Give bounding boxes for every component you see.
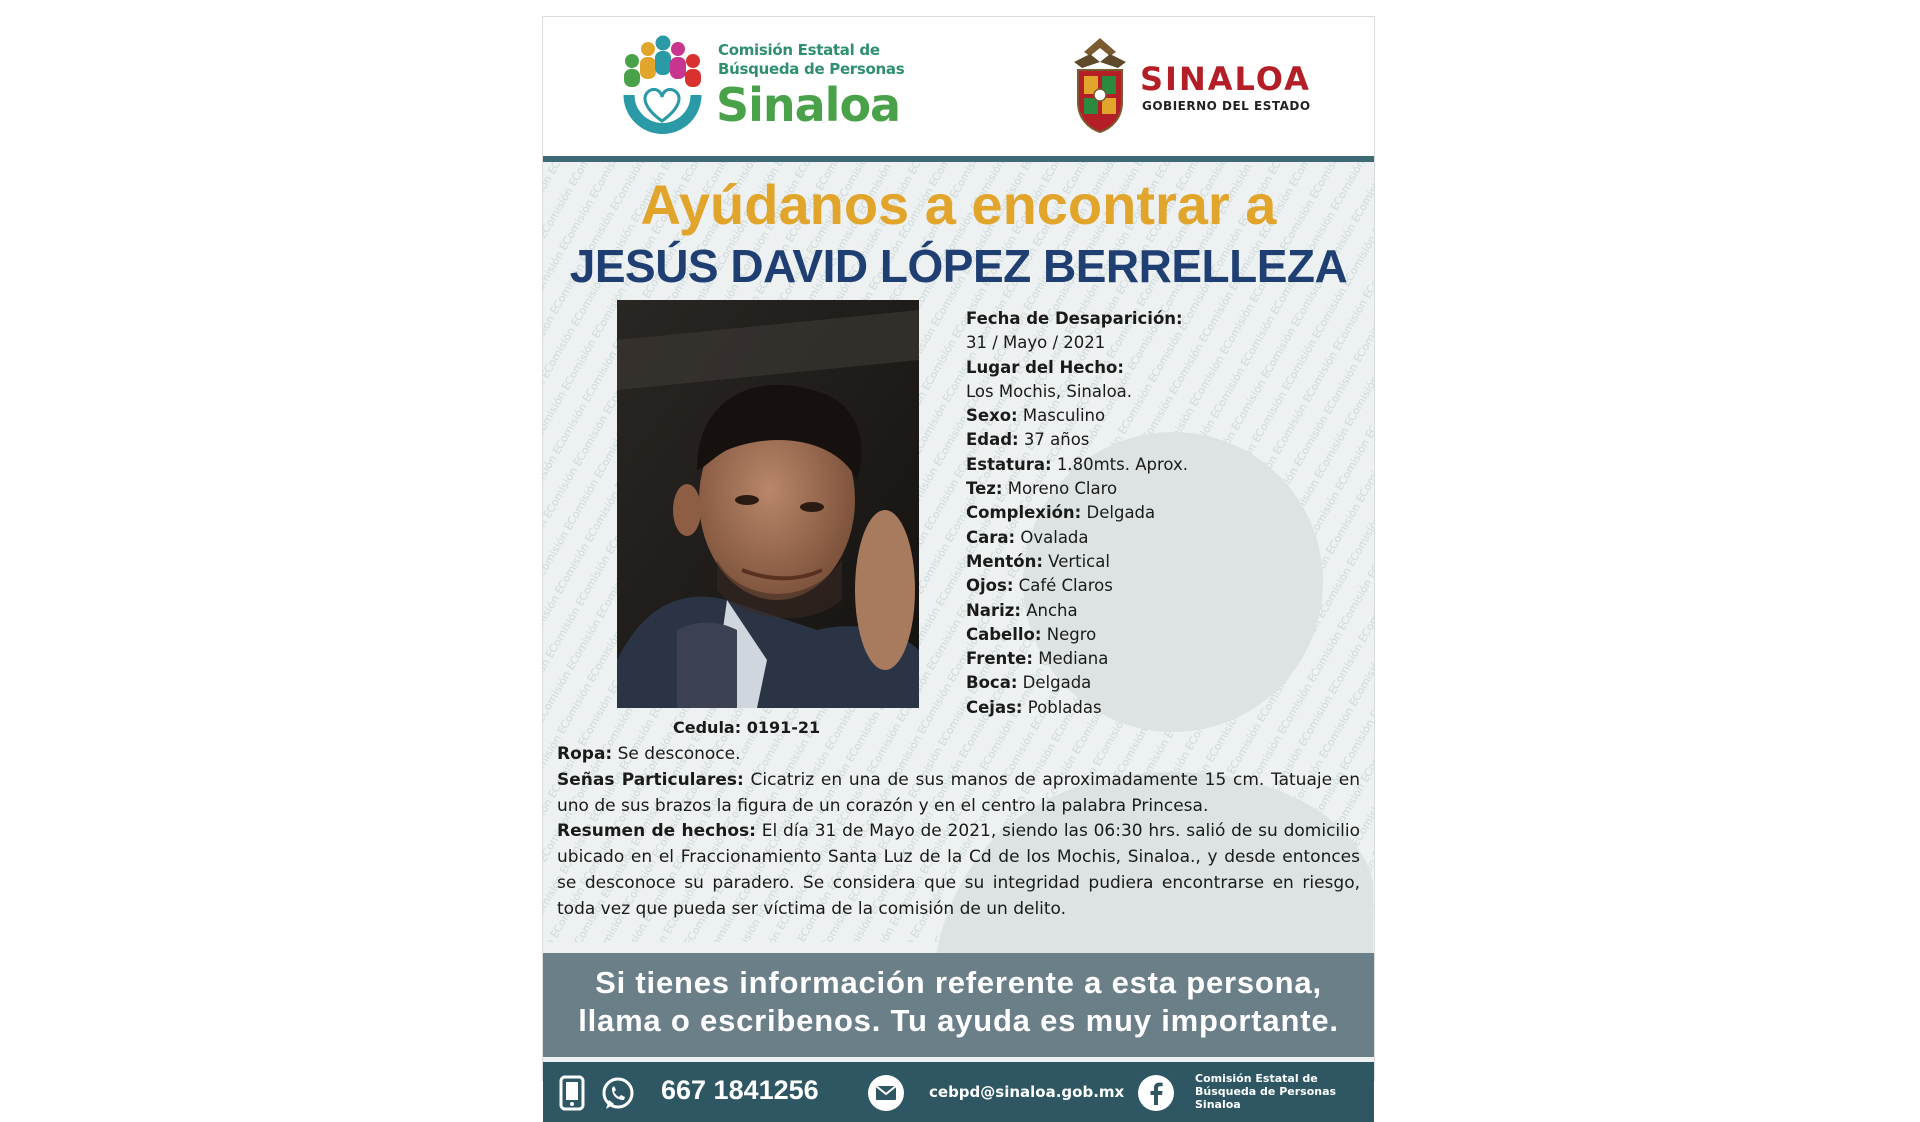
call-to-action-line1: Si tienes información referente a esta persona, (595, 965, 1322, 1000)
envelope-icon (867, 1074, 905, 1112)
facebook-page-name-line2[interactable]: Búsqueda de Personas (1195, 1085, 1337, 1098)
call-to-action-line2: llama o escribenos. Tu ayuda es muy importante. (578, 1003, 1339, 1038)
description-label: Boca: (966, 673, 1018, 693)
cebp-name-line3: Sinaloa (716, 78, 901, 132)
description-row (966, 550, 1346, 574)
description-value: Los Mochis, Sinaloa. (966, 381, 1133, 401)
description-row (966, 428, 1346, 452)
physical-description-list (966, 307, 1346, 720)
sinaloa-government-title: SINALOA (1140, 60, 1311, 98)
cebp-logo-icon (615, 33, 710, 147)
facebook-icon[interactable] (1137, 1074, 1175, 1112)
poster-header (543, 17, 1374, 162)
description-value: 1.80mts. Aprox. (1051, 454, 1189, 474)
cebp-name-line2: Búsqueda de Personas (718, 60, 905, 78)
contact-footer (543, 1062, 1374, 1122)
facebook-page-name-line1[interactable]: Comisión Estatal de (1195, 1072, 1318, 1085)
description-label: Edad: (966, 430, 1019, 450)
call-to-action-banner (543, 953, 1374, 1057)
description-value: Café Claros (1013, 576, 1113, 596)
senas-label: Señas Particulares: (557, 769, 744, 790)
description-value: Delgada (1017, 673, 1092, 693)
description-label: Tez: (966, 479, 1003, 499)
senas-text: Cicatriz en una de sus manos de aproximadamente 15 cm. Tatuaje en uno de sus brazos la figura de un corazón y en el centro la palabra Princesa. (557, 769, 1360, 816)
description-row (966, 453, 1346, 477)
description-value: 31 / Mayo / 2021 (966, 333, 1106, 353)
description-label: Fecha de Desaparición: (966, 309, 1183, 328)
description-value: Negro (1041, 624, 1097, 644)
resumen-paragraph (557, 819, 1360, 922)
description-label: Nariz: (966, 600, 1021, 620)
description-label: Lugar del Hecho: (966, 357, 1124, 377)
facebook-page-name-line3[interactable]: Sinaloa (1195, 1098, 1241, 1111)
ropa-text: Se desconoce. (617, 744, 741, 764)
description-label: Frente: (966, 649, 1033, 669)
ropa-label: Ropa: (557, 744, 613, 764)
description-value: 37 años (1018, 430, 1090, 450)
contact-email[interactable]: cebpd@sinaloa.gob.mx (929, 1083, 1125, 1101)
description-row (966, 599, 1346, 623)
sinaloa-government-subtitle: GOBIERNO DEL ESTADO (1142, 99, 1311, 113)
description-label: Ojos: (966, 576, 1014, 596)
poster-body (543, 162, 1374, 1111)
description-row (966, 526, 1346, 550)
description-row (966, 477, 1346, 501)
description-value: Vertical (1042, 551, 1110, 571)
description-value: Delgada (1081, 503, 1156, 523)
description-row (966, 331, 1346, 355)
description-value: Ovalada (1015, 527, 1089, 547)
description-row (966, 623, 1346, 647)
sinaloa-coat-of-arms-icon (1070, 32, 1130, 137)
description-label: Complexión: (966, 503, 1082, 523)
description-row (966, 671, 1346, 695)
description-value: Moreno Claro (1002, 479, 1118, 499)
description-label: Cejas: (966, 697, 1023, 717)
resumen-text: El día 31 de Mayo de 2021, siendo las 06:30 hrs. salió de su domicilio ubicado en el Fraccionamiento Santa Luz de la Cd de los Mochis, Sinaloa., y desde entonces se desconoce su paradero. Se considera que su integridad pudiera encontrarse en riesgo, toda vez que pueda ser víctima de la comisión de un delito. (557, 821, 1360, 919)
description-row (966, 356, 1346, 380)
case-description (557, 742, 1360, 923)
ropa-paragraph (557, 742, 1360, 768)
description-value: Mediana (1032, 649, 1109, 669)
missing-person-poster (543, 17, 1374, 1111)
description-row (966, 307, 1346, 331)
cedula-number: Cedula: 0191-21 (673, 718, 821, 737)
whatsapp-icon[interactable] (600, 1076, 636, 1112)
description-row (966, 574, 1346, 598)
description-row (966, 380, 1346, 404)
person-photo-illustration (617, 300, 919, 708)
description-label: Sexo: (966, 406, 1018, 426)
description-label: Cabello: (966, 624, 1042, 644)
senas-paragraph (557, 768, 1360, 820)
description-row (966, 696, 1346, 720)
resumen-label: Resumen de hechos: (557, 821, 756, 842)
description-value: Ancha (1020, 600, 1078, 620)
contact-phone[interactable]: 667 1841256 (661, 1075, 819, 1105)
description-label: Mentón: (966, 551, 1043, 571)
missing-person-photo (617, 300, 919, 708)
mobile-phone-icon (559, 1076, 585, 1110)
description-label: Cara: (966, 527, 1016, 547)
missing-person-name: JESÚS DAVID LÓPEZ BERRELLEZA (569, 240, 1348, 292)
description-row (966, 647, 1346, 671)
headline: Ayúdanos a encontrar a (640, 173, 1277, 236)
description-value: Masculino (1017, 406, 1106, 426)
description-row (966, 404, 1346, 428)
cebp-name-line1: Comisión Estatal de (718, 41, 880, 59)
description-label: Estatura: (966, 454, 1052, 474)
description-value: Pobladas (1022, 697, 1102, 717)
description-row (966, 501, 1346, 525)
